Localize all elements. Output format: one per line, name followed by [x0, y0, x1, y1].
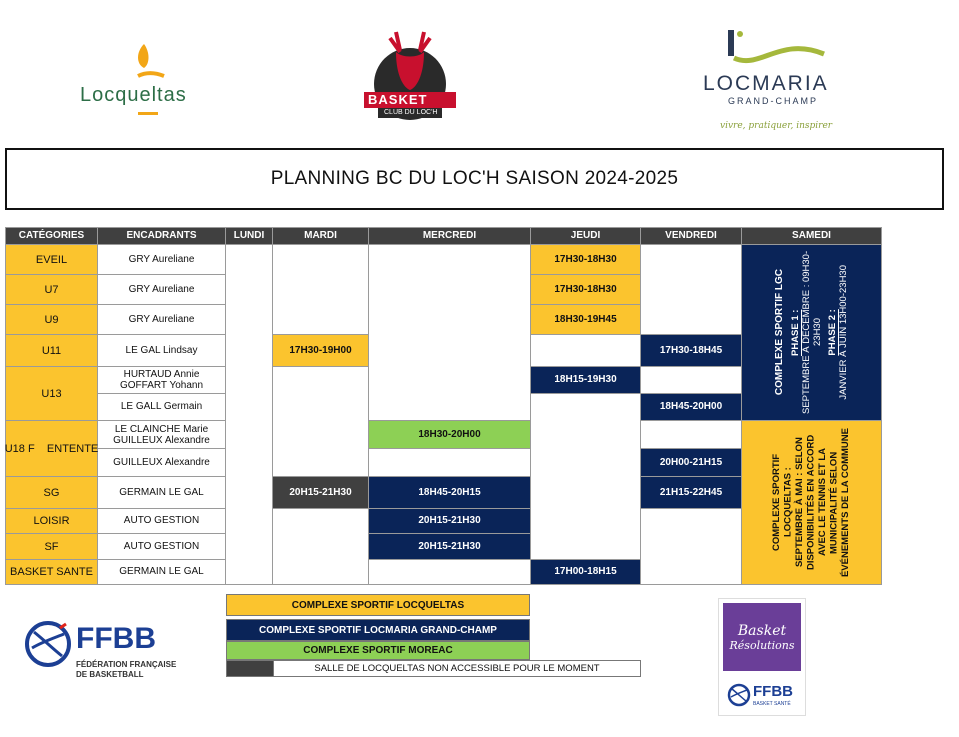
- samedi-locqueltas-block: [742, 421, 882, 585]
- encadrant-basket-sante: GERMAIN LE GAL: [98, 560, 226, 585]
- locqueltas-leaf-icon: [130, 42, 170, 84]
- encadrant-loisir: AUTO GESTION: [98, 509, 226, 534]
- legend-not-accessible: [226, 660, 641, 677]
- page-title: PLANNING BC DU LOC'H SAISON 2024-2025: [270, 168, 679, 189]
- slot-jeudi-u9: 18H30-19H45: [531, 305, 641, 335]
- slot-vendredi-sg: 21H15-22H45: [641, 477, 742, 509]
- samedi-lgc-phase2-text: JANVIER À JUIN 13H00-23H30: [838, 265, 849, 400]
- legend-not-accessible-swatch: [227, 661, 273, 676]
- mercredi-empty-top: [369, 245, 531, 421]
- ffbb-sub-1: FÉDÉRATION FRANÇAISE: [76, 660, 177, 669]
- samedi-locq-text: COMPLEXE SPORTIF LOCQUELTAS : SEPTEMBRE À MAI : SELON DISPONIBILITÉS EN ACCORD AVEC LE TENNIS ET LA MUNICIPALITÉ SELON ÉVÉNEMENTS DE LA COMMUNE: [771, 427, 852, 578]
- encadrant-u13-b: LE GALL Germain: [98, 394, 226, 421]
- ffbb-sub-2: DE BASKETBALL: [76, 670, 144, 679]
- basket-resolutions-line2: Résolutions: [729, 638, 795, 652]
- encadrant-u13-a: HURTAUD Annie GOFFART Yohann: [98, 367, 226, 394]
- vendredi-empty-top: [641, 245, 742, 335]
- category-u13: U13: [6, 367, 98, 421]
- mercredi-empty-u18b: [369, 449, 531, 477]
- encadrant-sg: GERMAIN LE GAL: [98, 477, 226, 509]
- basket-resolutions-badge: [723, 603, 801, 671]
- basket-club-logo: [360, 26, 460, 130]
- mardi-empty-bottom: [273, 509, 369, 585]
- basket-club-title: BASKET: [368, 92, 428, 107]
- legend-moreac: COMPLEXE SPORTIF MOREAC: [226, 641, 530, 660]
- header-vendredi: VENDREDI: [641, 228, 742, 245]
- category-u7: U7: [6, 275, 98, 305]
- ffbb-small-ball-icon: [727, 683, 751, 707]
- samedi-lgc-block: [742, 245, 882, 421]
- locmaria-subtitle: GRAND-CHAMP: [728, 96, 819, 106]
- slot-jeudi-sante: 17H00-18H15: [531, 560, 641, 585]
- vendredi-empty-u18a: [641, 421, 742, 449]
- encadrant-u9: GRY Aureliane: [98, 305, 226, 335]
- slot-mercredi-u18: 18H30-20H00: [369, 421, 531, 449]
- slot-mardi-u11: 17H30-19H00: [273, 335, 369, 367]
- category-u11: U11: [6, 335, 98, 367]
- category-sf: SF: [6, 534, 98, 560]
- ffbb-ball-icon: [24, 620, 72, 668]
- vendredi-empty-u13a: [641, 367, 742, 394]
- header-lundi: LUNDI: [226, 228, 273, 245]
- slot-vendredi-u11: 17H30-18H45: [641, 335, 742, 367]
- encadrant-sf: AUTO GESTION: [98, 534, 226, 560]
- schedule-table: [5, 227, 882, 585]
- slot-jeudi-u13: 18H15-19H30: [531, 367, 641, 394]
- category-loisir: LOISIR: [6, 509, 98, 534]
- basket-resolutions-logo: [718, 598, 806, 716]
- legend-not-accessible-label: SALLE DE LOCQUELTAS NON ACCESSIBLE POUR LE MOMENT: [273, 661, 640, 676]
- mercredi-empty-bottom: [369, 560, 531, 585]
- legend-locmaria: COMPLEXE SPORTIF LOCMARIA GRAND-CHAMP: [226, 619, 530, 641]
- samedi-lgc-phase2: [827, 265, 849, 400]
- header-mercredi: MERCREDI: [369, 228, 531, 245]
- ffbb-text: FFBB: [76, 622, 156, 655]
- mardi-empty-mid: [273, 367, 369, 477]
- header-samedi: SAMEDI: [742, 228, 882, 245]
- lundi-column: [226, 245, 273, 585]
- category-u18: U18 F ENTENTE: [6, 421, 98, 477]
- header-jeudi: JEUDI: [531, 228, 641, 245]
- samedi-lgc-phase1: [790, 245, 823, 420]
- encadrant-u7: GRY Aureliane: [98, 275, 226, 305]
- header-categories: CATÉGORIES: [6, 228, 98, 245]
- slot-mercredi-sg: 18H45-20H15: [369, 477, 531, 509]
- samedi-lgc-phase1-label: PHASE 1 :: [790, 309, 801, 356]
- ffbb-small-sub: BASKET SANTÉ: [753, 701, 791, 707]
- title-box: [5, 148, 944, 210]
- slot-jeudi-eveil: 17H30-18H30: [531, 245, 641, 275]
- encadrant-eveil: GRY Aureliane: [98, 245, 226, 275]
- ffbb-logo: [24, 620, 194, 680]
- slot-jeudi-u7: 17H30-18H30: [531, 275, 641, 305]
- slot-mardi-sg: 20H15-21H30: [273, 477, 369, 509]
- header-encadrants: ENCADRANTS: [98, 228, 226, 245]
- jeudi-empty-mid: [531, 394, 641, 560]
- locmaria-text: LOCMARIA: [703, 72, 829, 95]
- samedi-lgc-phase2-label: PHASE 2 :: [827, 309, 838, 356]
- basket-resolutions-line1: Basket: [737, 622, 787, 639]
- samedi-lgc-phase1-text: SEPTEMBRE À DÉCEMBRE : 09H30-23H30: [801, 250, 823, 415]
- locqueltas-text: Locqueltas: [80, 84, 187, 106]
- category-u9: U9: [6, 305, 98, 335]
- header-mardi: MARDI: [273, 228, 369, 245]
- samedi-lgc-title: COMPLEXE SPORTIF LGC: [774, 269, 785, 396]
- basket-club-sub: CLUB DU LOC'H: [384, 109, 438, 116]
- locmaria-slogan: vivre, pratiquer, inspirer: [720, 121, 833, 131]
- slot-mercredi-sf: 20H15-21H30: [369, 534, 531, 560]
- encadrant-u18-b: GUILLEUX Alexandre: [98, 449, 226, 477]
- legend-locqueltas: COMPLEXE SPORTIF LOCQUELTAS: [226, 594, 530, 616]
- mardi-empty-top: [273, 245, 369, 335]
- encadrant-u18-a: LE CLAINCHE Marie GUILLEUX Alexandre: [98, 421, 226, 449]
- category-eveil: EVEIL: [6, 245, 98, 275]
- slot-vendredi-u18: 20H00-21H15: [641, 449, 742, 477]
- jeudi-empty-u11: [531, 335, 641, 367]
- ffbb-small-text: FFBB: [753, 683, 793, 700]
- slot-vendredi-u13: 18H45-20H00: [641, 394, 742, 421]
- locqueltas-logo: [78, 40, 228, 120]
- vendredi-empty-bottom: [641, 509, 742, 585]
- locqueltas-underline: [138, 112, 158, 115]
- category-sg: SG: [6, 477, 98, 509]
- slot-mercredi-loisir: 20H15-21H30: [369, 509, 531, 534]
- encadrant-u11: LE GAL Lindsay: [98, 335, 226, 367]
- locmaria-swoosh-icon: [720, 26, 830, 70]
- category-basket-sante: BASKET SANTE: [6, 560, 98, 585]
